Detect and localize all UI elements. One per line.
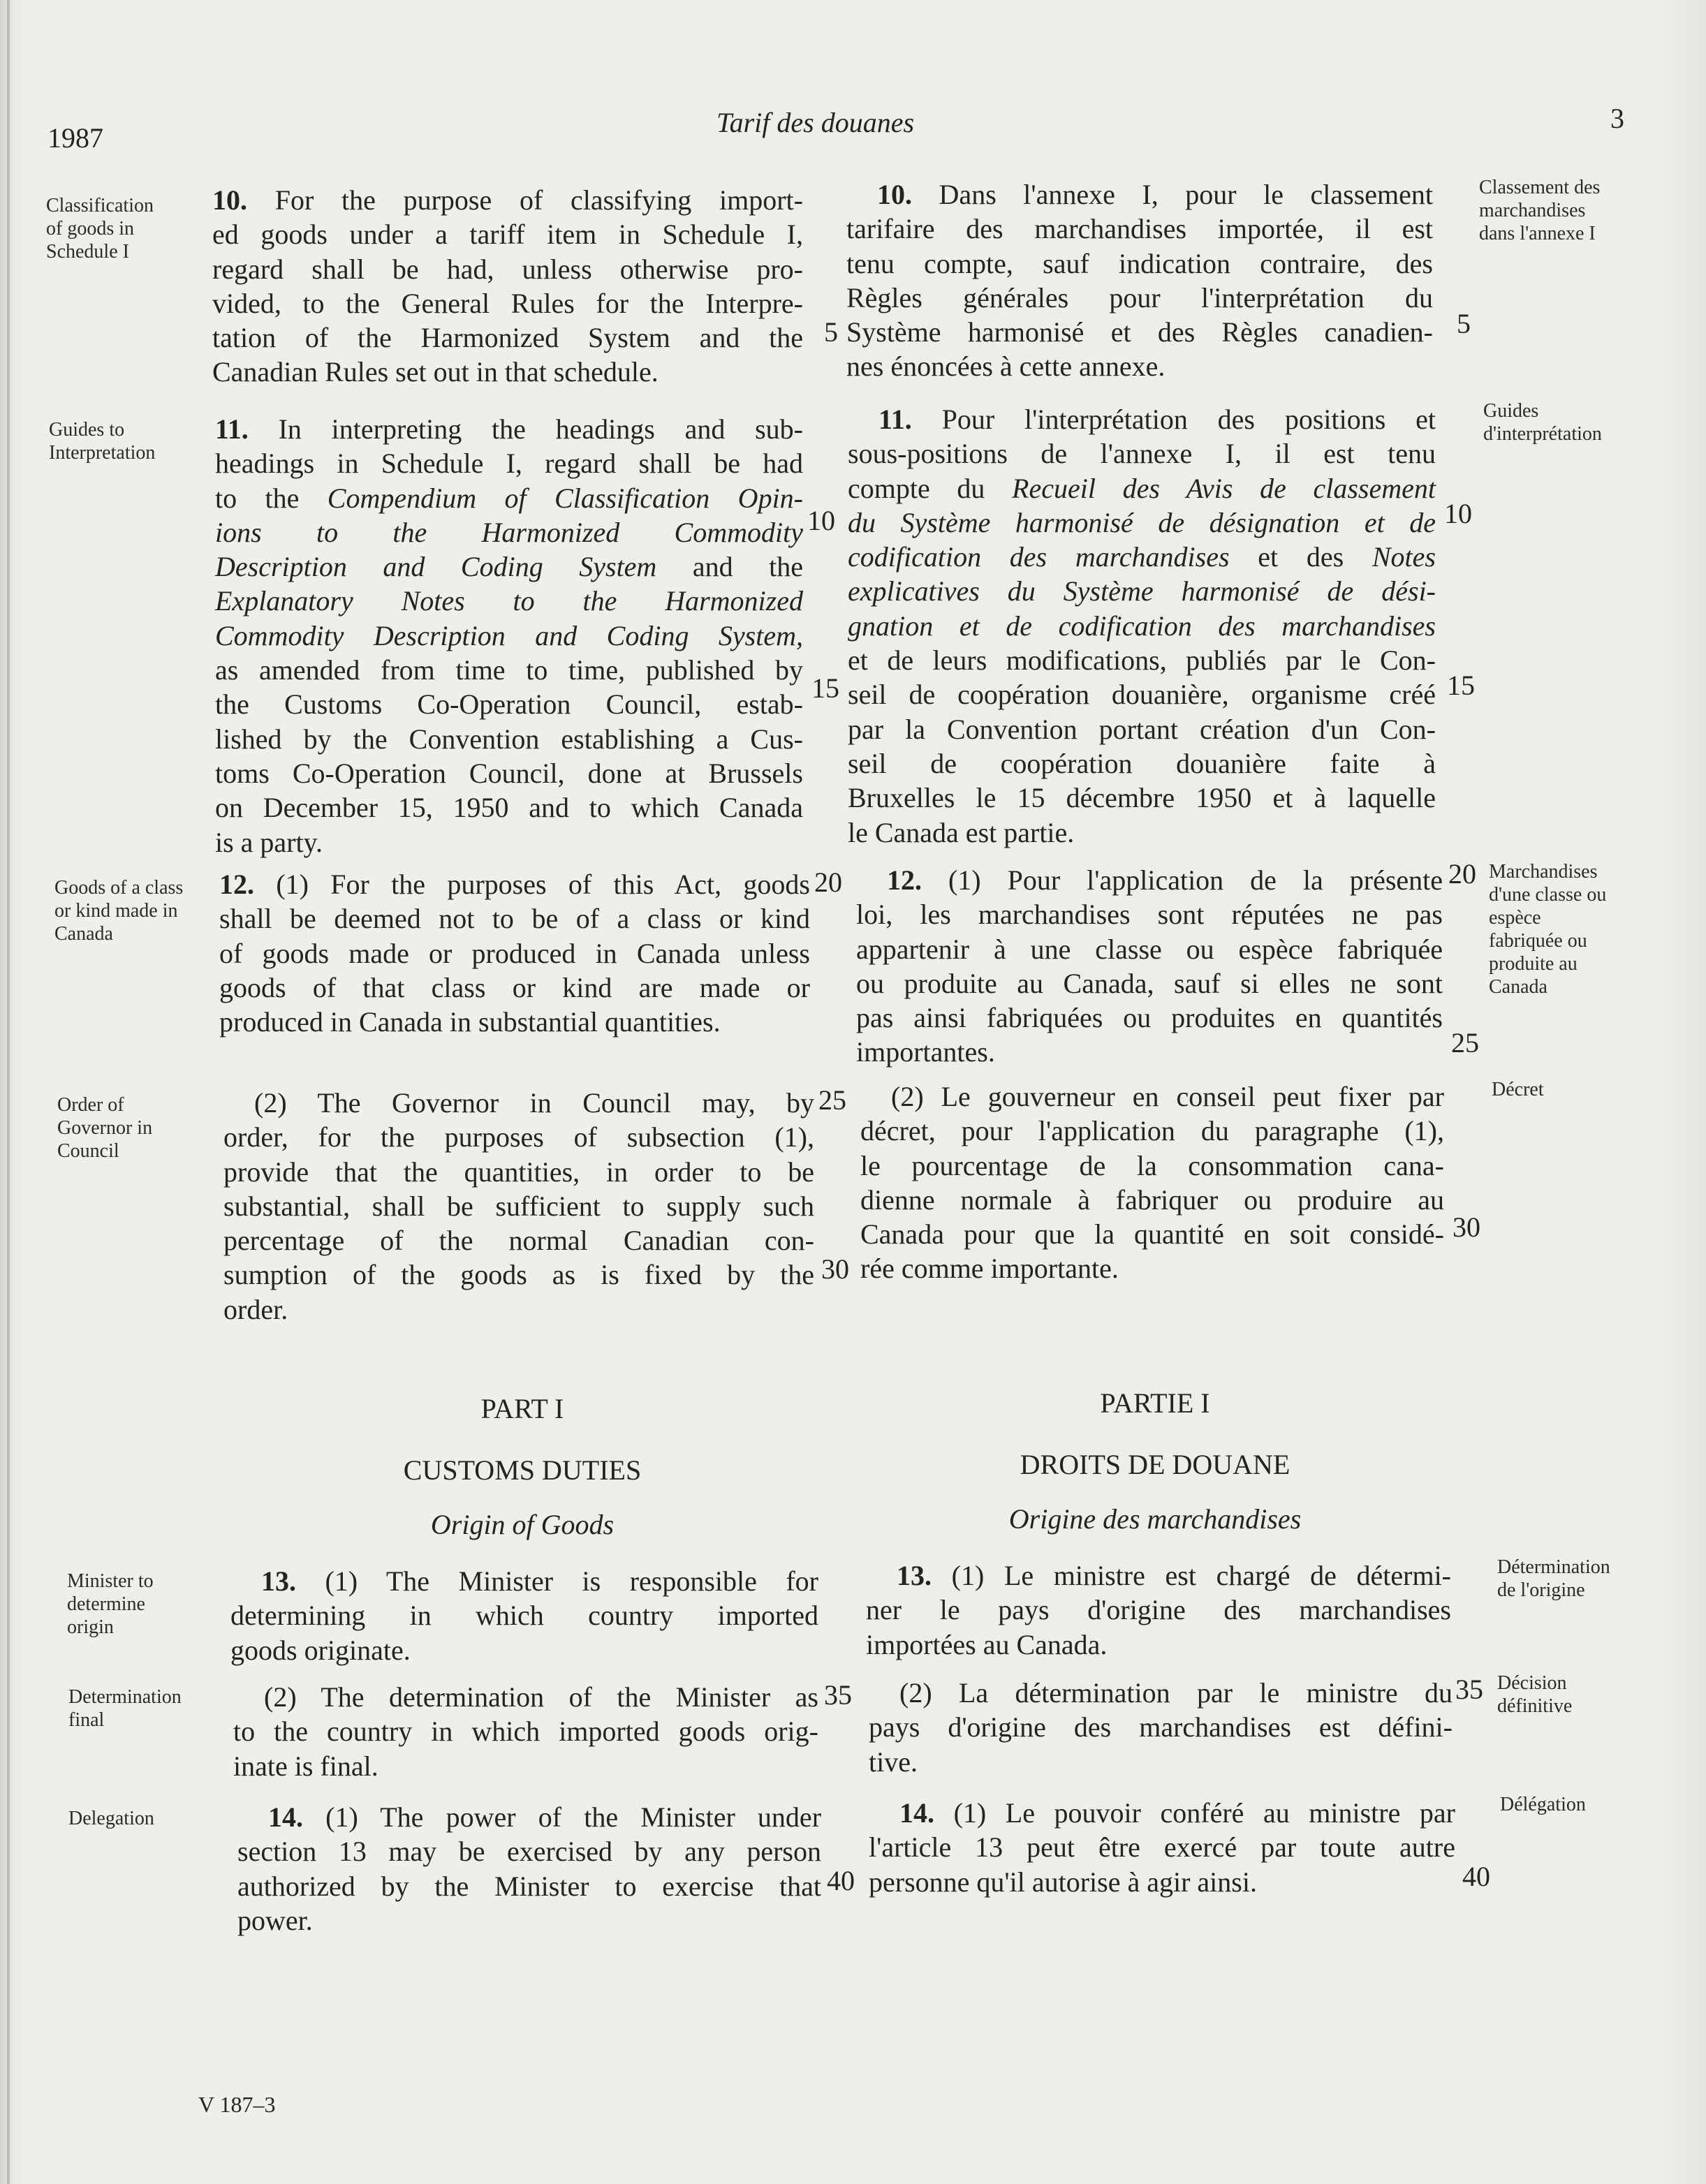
text-line [848,471,1436,506]
title-italic: codification des marchandises [848,541,1230,573]
fr-section-14 [869,1796,1455,1899]
line-number-right: 30 [1453,1211,1480,1243]
text-span: (1) The Minister is responsible for [325,1565,819,1597]
text-line: rée comme importante. [860,1253,1119,1285]
text-line: Règles générales pour l'interprétation du [846,281,1433,313]
title-italic: Description and Coding System [215,551,657,583]
text-line: (2) Le gouverneur en conseil peut fixer par [891,1081,1444,1112]
margin-note-line: Canada [1489,976,1547,998]
text-line [215,549,803,584]
text-line: le pourcentage de la consommation cana- [860,1149,1444,1181]
margin-note-line: of goods in [46,218,134,239]
text-line: substantial, shall be sufficient to supply such [223,1190,814,1222]
en-section-13-1 [230,1564,818,1667]
margin-note-line: Classement des [1479,177,1601,198]
section-number: 13. [897,1560,932,1591]
text-line: décret, pour l'application du paragraphe (1), [860,1115,1444,1147]
text-line: dienne normale à fabriquer ou produire au [860,1183,1444,1216]
text-line: Système harmonisé et des Règles canadien- [846,316,1433,348]
section-number: 10. [212,184,247,216]
title-italic: Recueil des Avis de classement [1012,472,1436,504]
line-number-right: 15 [1447,670,1475,701]
text-line: seil de coopération douanière, organisme créé [848,679,1436,711]
en-section-13-2 [233,1680,818,1783]
text-line: order. [223,1293,288,1325]
line-number-right: 40 [1462,1861,1490,1892]
text-line: Bruxelles le 15 décembre 1950 et à laquelle [848,782,1436,814]
en-section-10 [212,183,803,390]
text-line: ou produite au Canada, sauf si elles ne sont [856,967,1443,999]
margin-note-line: Council [57,1140,119,1162]
text-line: produced in Canada in substantial quantities. [219,1006,721,1038]
text-span: (1) Pour l'application de la présente [948,864,1443,896]
margin-note-line: Canada [54,923,113,945]
text-line: as amended from time to time, published by [215,654,803,686]
margin-note-line: fabriquée ou [1489,930,1587,952]
text-line: et de leurs modifications, publiés par le Con- [848,644,1436,677]
margin-note-line: Guides to [49,419,125,441]
margin-note-en-s12-2 [57,1093,152,1163]
subheading-en: Origin of Goods [430,1509,615,1540]
section-number: 13. [261,1565,296,1597]
line-number-center: 20 [814,866,842,898]
line-number-right: 25 [1451,1027,1479,1058]
text-line: sumption of the goods as is fixed by the [223,1259,814,1291]
line-number-right: 20 [1448,858,1476,890]
margin-note-line: Marchandises [1489,861,1598,883]
margin-note-line: Goods of a class [54,877,184,899]
text-line: Canadian Rules set out in that schedule. [212,356,659,388]
text-line: provide that the quantities, in order to be [223,1156,814,1188]
section-number: 12. [219,869,254,900]
margin-note-line: origin [67,1616,114,1638]
text-line [215,412,803,446]
margin-note-en-s11 [49,418,155,464]
margin-note-line: Guides [1483,400,1539,422]
section-number: 10. [877,179,912,210]
line-number-center: 40 [827,1865,855,1896]
text-line [237,1800,821,1834]
text-line [848,540,1436,574]
text-line [856,863,1443,897]
section-number: 14. [268,1801,303,1833]
text-line: ed goods under a tariff item in Schedule I, [212,219,803,251]
text-line: goods of that class or kind are made or [219,971,810,1003]
text-line: power. [237,1904,313,1936]
title-italic: ions to the Harmonized Commodity [215,516,803,548]
fr-section-13-2 [869,1676,1453,1779]
margin-note-line: final [68,1709,105,1731]
subheading-fr: Origine des marchandises [1008,1503,1302,1535]
line-number-center: 10 [807,505,835,536]
text-line [215,481,803,515]
title-italic: du Système harmonisé de désignation et de [848,506,1436,538]
text-line: goods originate. [230,1634,411,1666]
margin-note-fr-s13-1 [1497,1556,1610,1602]
text-line: pays d'origine des marchandises est défini- [869,1711,1453,1743]
text-span: Dans l'annexe I, pour le classement [939,179,1434,210]
text-line: seil de coopération douanière faite à [848,747,1436,779]
margin-note-line: Schedule I [46,241,129,263]
margin-note-fr-s12-1 [1489,860,1606,998]
text-line [848,402,1436,436]
part-title-fr: DROITS DE DOUANE [1020,1449,1290,1480]
text-line: determining in which country imported [230,1600,818,1632]
text-line: is a party. [215,826,323,858]
text-line: tation of the Harmonized System and the [212,322,803,354]
title-italic: explicatives du Système harmonisé de dési- [848,575,1436,607]
text-line: lished by the Convention establishing a Cus- [215,723,803,755]
fr-section-12-2 [860,1079,1444,1286]
title-italic: gnation et de codification des marchandises [848,610,1436,642]
text-line: shall be deemed not to be of a class or kind [219,903,810,935]
text-line [869,1796,1455,1830]
margin-note-en-s13-1 [67,1570,154,1639]
margin-note-fr-s13-2 [1497,1672,1572,1718]
en-section-11 [215,412,803,859]
part-heading-en: PART I [480,1393,564,1424]
en-section-12-1 [219,867,810,1039]
margin-note-en-s12-1 [54,876,183,945]
margin-note-line: espèce [1489,907,1541,929]
margin-note-fr-s14 [1500,1793,1586,1816]
text-line: order, for the purposes of subsection (1), [223,1121,814,1153]
text-line: par la Convention portant création d'un Con- [848,713,1436,745]
text-span: to the [215,482,328,514]
text-line [230,1564,818,1598]
text-line [866,1558,1451,1593]
margin-note-line: d'interprétation [1483,423,1602,445]
line-number-right: 5 [1457,308,1471,339]
section-number: 11. [878,404,912,435]
fr-section-10 [846,177,1433,384]
text-line: (2) The determination of the Minister as [264,1681,818,1713]
fr-section-13-1 [866,1558,1451,1662]
margin-note-line: Décret [1492,1079,1544,1100]
text-span: and the [656,551,804,583]
part-heading-fr: PARTIE I [1100,1387,1210,1419]
text-line: regard shall be had, unless otherwise pro- [212,253,803,285]
margin-note-en-s10 [46,194,154,263]
text-line: authorized by the Minister to exercise that [237,1870,821,1902]
margin-note-fr-s11 [1483,399,1602,445]
binding-edge [7,0,10,2184]
margin-note-line: Classification [46,195,154,216]
header-year: 1987 [47,122,103,154]
margin-note-line: Delegation [68,1808,154,1829]
text-line: Canada pour que la quantité en soit considé- [860,1218,1444,1250]
text-span: et des [1229,541,1372,573]
text-line: importées au Canada. [866,1628,1108,1660]
margin-note-line: Interpretation [49,442,156,464]
text-line: personne qu'il autorise à agir ainsi. [869,1866,1257,1898]
margin-note-en-s14 [68,1807,154,1830]
margin-note-line: marchandises [1479,200,1586,221]
en-section-14 [237,1800,821,1938]
line-number-right: 10 [1444,498,1472,529]
margin-note-line: Governor in [57,1117,153,1139]
margin-note-line: dans l'annexe I [1479,223,1596,244]
margin-note-line: Order of [57,1094,124,1116]
fr-section-11 [848,402,1436,850]
text-line: appartenir à une classe ou espèce fabriquée [856,933,1443,965]
text-line: to the country in which imported goods orig- [233,1716,818,1748]
text-span: compte du [848,472,1013,504]
title-italic: Commodity Description and Coding System, [215,619,803,651]
text-line [212,183,803,217]
margin-note-line: Minister to [67,1570,154,1592]
text-line: le Canada est partie. [848,816,1075,848]
text-span: Pour l'interprétation des positions et [941,404,1436,435]
margin-note-line: définitive [1497,1695,1573,1717]
text-line: percentage of the normal Canadian con- [223,1225,814,1257]
text-line: tarifaire des marchandises importée, il est [846,213,1433,245]
text-span: For the purpose of classifying import- [274,184,803,216]
margin-note-line: produite au [1489,953,1578,975]
text-line: importantes. [856,1036,995,1068]
line-number-right: 35 [1455,1674,1483,1705]
text-line: vided, to the General Rules for the Interpre- [212,287,803,319]
text-line: ner le pays d'origine des marchandises [866,1594,1451,1626]
section-number: 11. [215,413,249,445]
text-span: (1) Le pouvoir conféré au ministre par [953,1797,1455,1829]
line-number-center: 30 [821,1253,849,1285]
text-line [219,867,810,901]
text-line: tenu compte, sauf indication contraire, des [846,247,1433,279]
margin-note-line: Décision [1497,1672,1567,1694]
text-line: tive. [869,1746,918,1778]
margin-note-line: Détermination [1497,1556,1610,1578]
header-page-number: 3 [1610,103,1624,134]
margin-note-en-s13-2 [68,1685,182,1732]
footer-code: V 187–3 [198,2092,276,2117]
line-number-center: 25 [818,1084,846,1116]
line-number-center: 15 [811,672,839,704]
text-line: pas ainsi fabriquées ou produites en quantités [856,1002,1443,1034]
line-number-center: 35 [824,1679,852,1711]
text-line: section 13 may be exercised by any person [237,1836,821,1868]
fr-section-12-1 [856,863,1443,1070]
text-line: toms Co-Operation Council, done at Brussels [215,757,803,789]
text-line: of goods made or produced in Canada unless [219,937,810,969]
text-span: (1) The power of the Minister under [325,1801,822,1833]
text-span: (1) For the purposes of this Act, goods [276,869,810,900]
text-line: sous-positions de l'annexe I, il est tenu [848,438,1436,470]
margin-note-line: Délégation [1500,1794,1586,1815]
text-span: In interpreting the headings and sub- [278,413,803,445]
section-number: 14. [899,1797,934,1829]
margin-note-line: Determination [68,1686,182,1708]
text-line: loi, les marchandises sont réputées ne pas [856,899,1443,931]
title-italic: Compendium of Classification Opin- [327,482,804,514]
section-number: 12. [887,864,922,896]
header-title: Tarif des douanes [716,107,915,138]
margin-note-fr-s12-2 [1492,1078,1544,1101]
margin-note-line: determine [67,1593,145,1615]
text-line: headings in Schedule I, regard shall be had [215,448,803,480]
margin-note-line: d'une classe ou [1489,884,1607,906]
text-line: (2) The Governor in Council may, by [254,1087,814,1119]
text-line: the Customs Co-Operation Council, estab- [215,688,803,721]
text-line: nes énoncées à cette annexe. [846,351,1165,383]
en-section-12-2 [223,1086,814,1327]
text-line: l'article 13 peut être exercé par toute autre [869,1831,1455,1864]
text-span: (1) Le ministre est chargé de détermi- [951,1560,1451,1591]
part-title-en: CUSTOMS DUTIES [403,1454,642,1486]
title-italic: Notes [1372,541,1436,573]
text-line: inate is final. [233,1750,378,1782]
line-number-center: 5 [824,316,838,348]
margin-note-fr-s10 [1479,176,1600,245]
title-italic: Explanatory Notes to the Harmonized [215,585,803,617]
text-line: on December 15, 1950 and to which Canada [215,792,803,824]
margin-note-line: de l'origine [1497,1579,1585,1601]
text-line [846,177,1433,212]
text-line: (2) La détermination par le ministre du [899,1677,1453,1709]
margin-note-line: or kind made in [54,900,178,922]
